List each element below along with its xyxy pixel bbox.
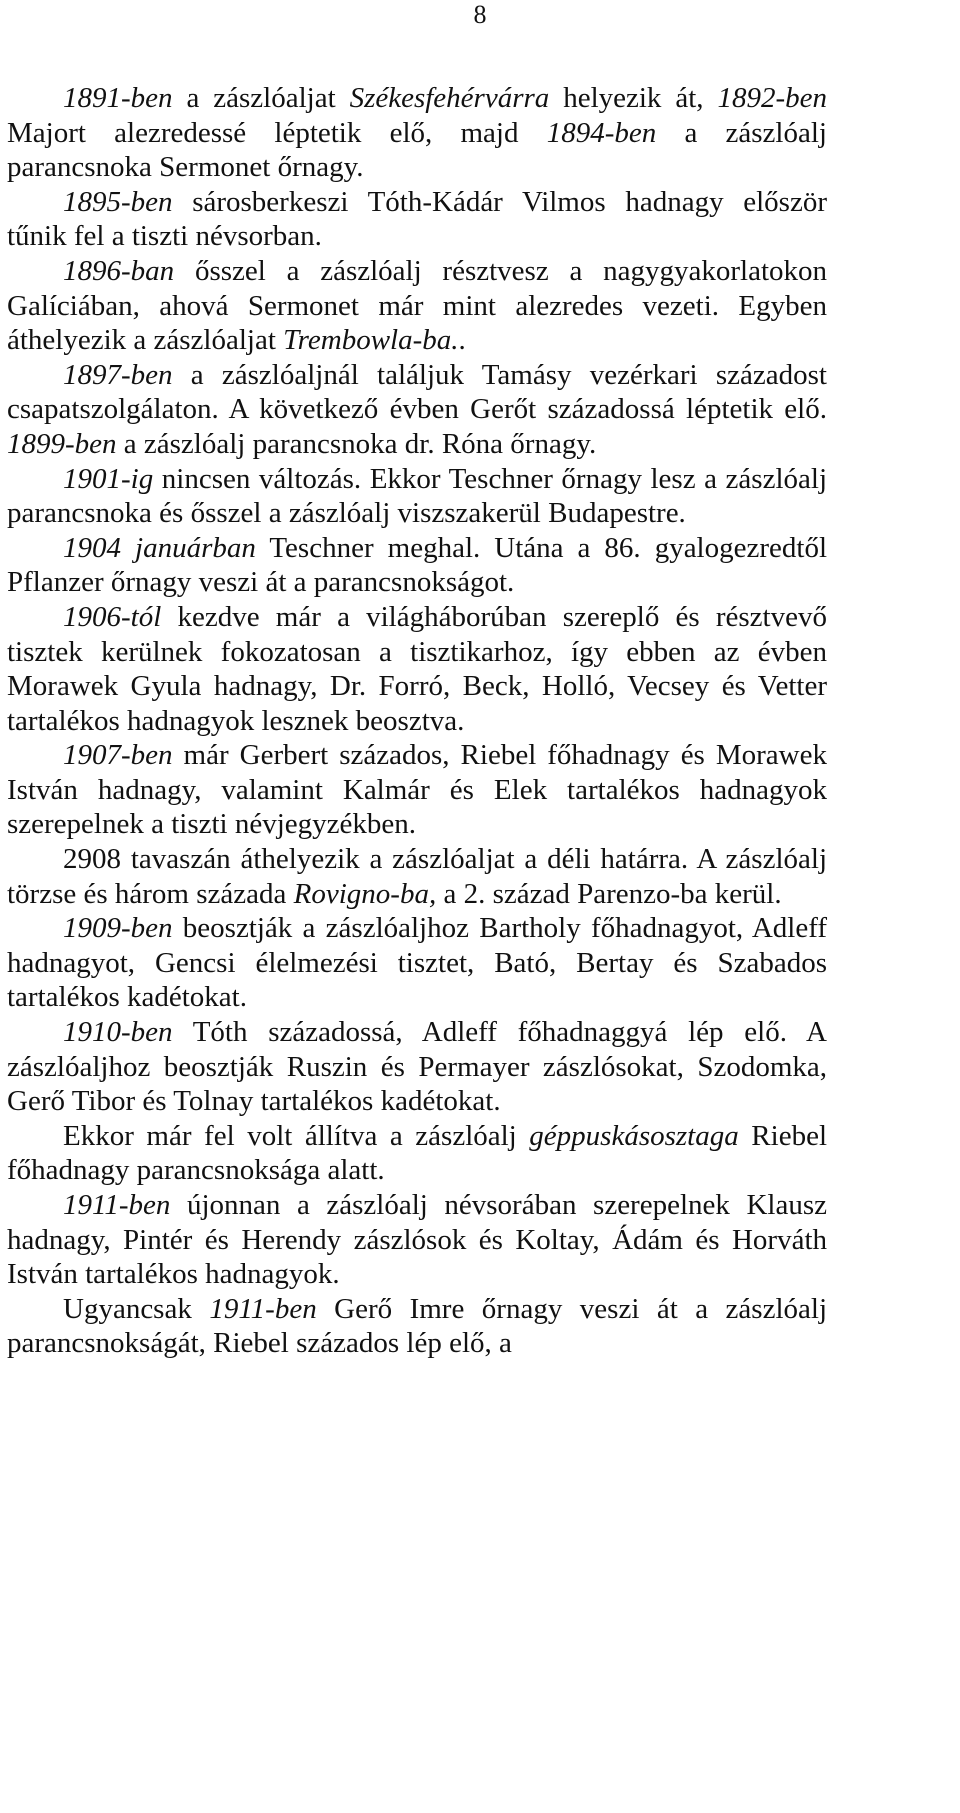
italic-text: Rovigno-ba, [293, 877, 437, 910]
paragraph-p1911a [7, 1188, 827, 1292]
text-segment: Ugyancsak [63, 1292, 210, 1325]
paragraph-p1909 [7, 911, 827, 1015]
italic-text: 1891-ben [63, 82, 173, 114]
italic-text: 1909-ben [63, 912, 173, 945]
text-segment: . [458, 324, 466, 357]
italic-text: 1892-ben [717, 82, 827, 114]
text-segment: Ekkor már fel volt állítva a zászlóalj [63, 1119, 530, 1152]
paragraph-p1911b [7, 1292, 827, 1361]
paragraph-p1896 [7, 254, 827, 358]
italic-text: 1899-ben [7, 427, 117, 460]
italic-text: Trembowla-ba. [283, 324, 459, 357]
italic-text: 1910-ben [63, 1016, 173, 1049]
text-segment: Gerő Imre őrnagy veszi át a zászlóalj parancsnokságát, Riebel százados lép elő, a [7, 1292, 828, 1360]
text-segment: Majort alezredessé léptetik elő, majd [7, 116, 547, 149]
text-segment: a zászlóalj parancsnoka Sermonet őrnagy. [7, 116, 827, 184]
italic-text: Székesfehérvárra [349, 82, 550, 114]
italic-text: 1901-ig [63, 462, 154, 495]
text-segment: a 2. század Parenzo-ba kerül. [436, 877, 782, 910]
italic-text: 1911-ben [209, 1292, 317, 1325]
text-segment: a zászlóalj parancsnoka dr. Róna őrnagy. [116, 427, 597, 460]
text-segment: Teschner meghal. Utána a 86. gyalogezredtől Pflanzer őrnagy veszi át a parancsnokságot. [7, 531, 828, 599]
text-segment: Tóth századossá, Adleff főhadnaggyá lép elő. A zászlóaljhoz beosztják Ruszin és Permayer zászlósokat, Szodomka, Gerő Tibor és Tolnay tartalékos kadétokat. [7, 1016, 827, 1118]
text-segment: Riebel főhadnagy parancsnoksága alatt. [7, 1119, 827, 1187]
text-segment: ősszel a zászlóalj résztvesz a nagygyakorlatokon Galíciában, ahová Sermonet már mint alezredes vezeti. Egyben áthelyezik a zászlóaljat [7, 254, 827, 357]
italic-text: 1897-ben [63, 358, 173, 391]
paragraph-p1907 [7, 738, 827, 842]
text-segment: beosztják a zászlóaljhoz Bartholy főhadnagyot, Adleff hadnagyot, Gencsi élelmezési tisztet, Bató, Bertay és Szabados tartalékos kadétokat. [7, 912, 827, 1014]
text-segment: már Gerbert százados, Riebel főhadnagy és Morawek István hadnagy, valamint Kalmár és Elek tartalékos hadnagyok szerepelnek a tiszti névjegyzékben. [7, 739, 827, 841]
text-segment: újonnan a zászlóalj névsorában szerepelnek Klausz hadnagy, Pintér és Herendy zászlósok és Koltay, Ádám és Horváth István tartalékos hadnagyok. [7, 1189, 827, 1291]
text-segment: nincsen változás. Ekkor Teschner őrnagy lesz a zászlóalj parancsnoka és ősszel a zászlóalj viszszakerül Budapestre. [7, 462, 827, 530]
text-segment: a zászlóaljnál találjuk Tamásy vezérkari századost csapatszolgálaton. A következő évben Gerőt századossá léptetik elő. [7, 358, 827, 426]
paragraph-p1891 [7, 81, 827, 185]
italic-text: 1907-ben [63, 739, 173, 772]
text-segment: sárosberkeszi Tóth-Kádár Vilmos hadnagy először tűnik fel a tiszti névsorban. [7, 185, 827, 253]
paragraph-p1906 [7, 600, 827, 738]
document-body [7, 81, 827, 1361]
text-segment: kezdve már a világháborúban szereplő és résztvevő tisztek kerülnek fokozatosan a tisztikarhoz, így ebben az évben Morawek Gyula hadnagy, Dr. Forró, Beck, Holló, Vecsey és Vetter tartalékos hadnagyok lesznek beosztva. [7, 600, 827, 737]
text-segment: a zászlóaljat [172, 82, 350, 114]
paragraph-p1895 [7, 185, 827, 254]
paragraph-p1897 [7, 358, 827, 462]
paragraph-p1910 [7, 1015, 827, 1119]
paragraph-p1904 [7, 531, 827, 600]
paragraph-p1901 [7, 462, 827, 531]
italic-text: 1904 januárban [63, 531, 256, 564]
text-segment: helyezik át, [549, 82, 718, 114]
italic-text: géppuskásosztaga [529, 1119, 739, 1152]
text-segment: 2908 tavaszán áthelyezik a zászlóaljat a déli határra. A zászlóalj törzse és három százada [7, 843, 827, 910]
page-number: 8 [473, 0, 487, 29]
italic-text: 1894-ben [546, 116, 657, 149]
italic-text: 1896-ban [63, 254, 175, 287]
italic-text: 1895-ben [63, 185, 173, 218]
paragraph-pgeppuskas [7, 1119, 827, 1188]
italic-text: 1906-tól [63, 600, 162, 633]
paragraph-p2908 [7, 842, 827, 911]
italic-text: 1911-ben [63, 1189, 171, 1221]
